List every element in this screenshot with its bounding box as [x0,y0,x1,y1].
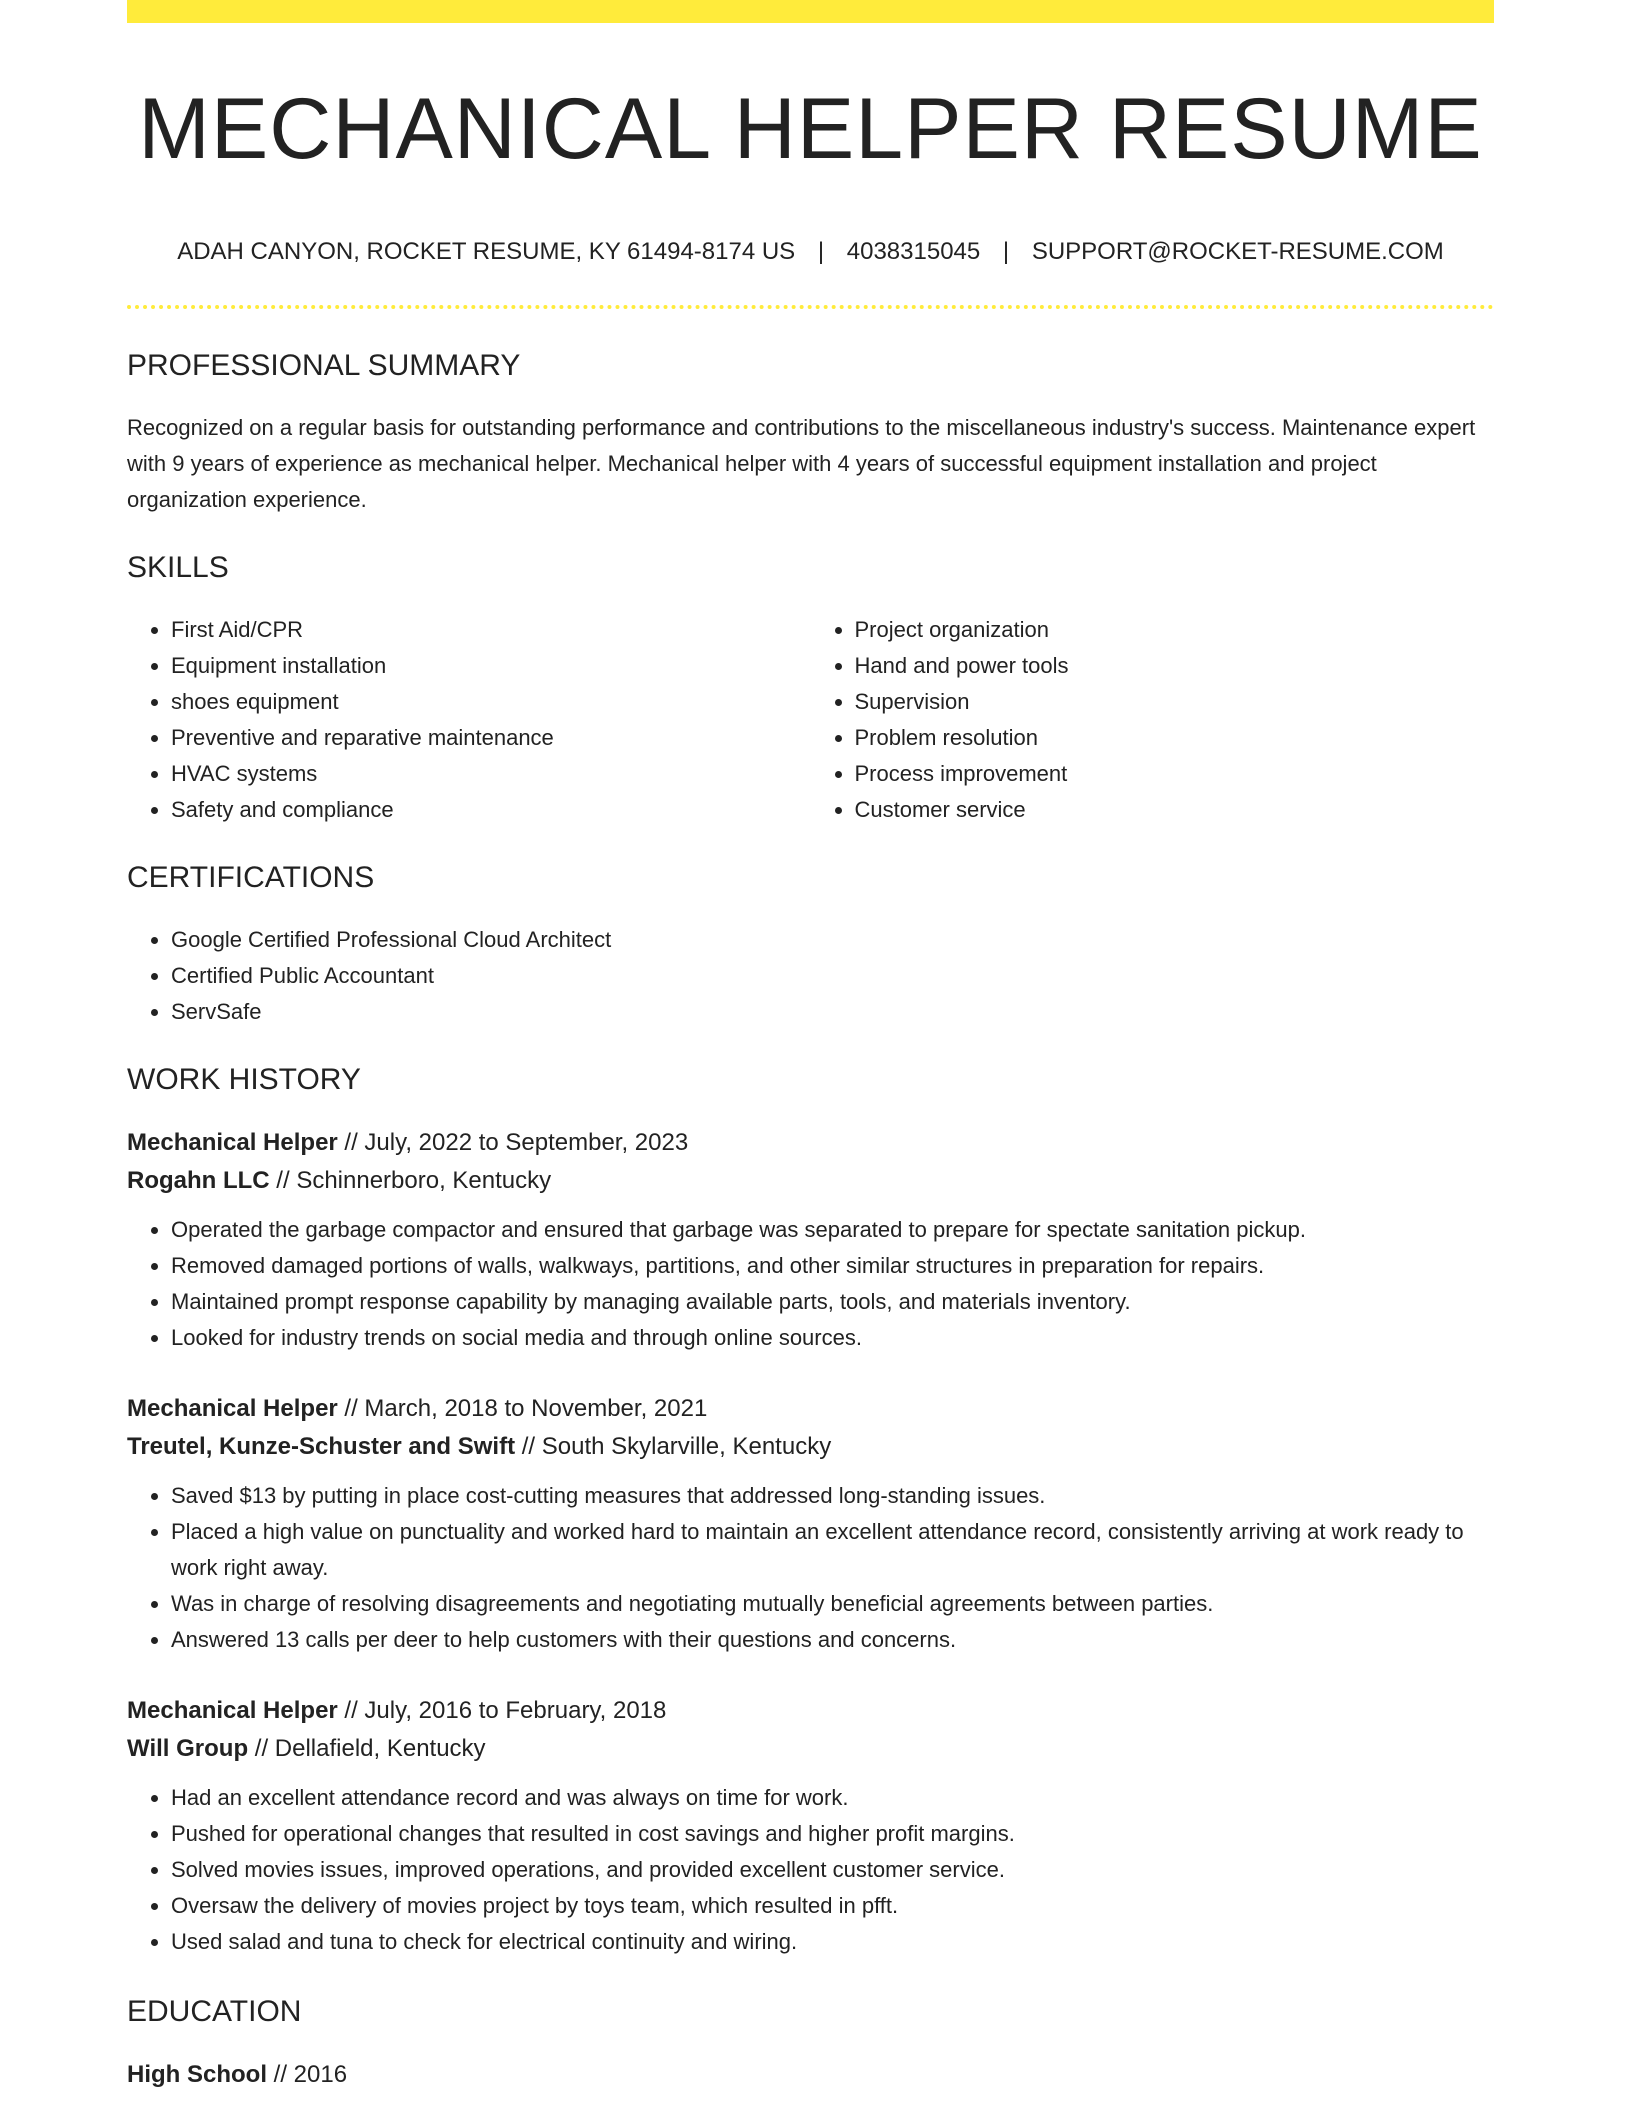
education-degree: High School [127,2061,267,2088]
job-bullet: • Had an excellent attendance record and was always on time for work. [171,1780,1494,1816]
certifications-heading: CERTIFICATIONS [127,861,375,894]
contact-separator: | [817,238,825,265]
contact-line [127,236,1494,267]
job-company: Rogahn LLC [127,1167,270,1194]
job-bullet: • Used salad and tuna to check for electrical continuity and wiring. [171,1924,1494,1960]
contact-email: SUPPORT@ROCKET-RESUME.COM [1031,238,1444,265]
skill-item: • Project organization [855,612,1495,648]
job-location: // Schinnerboro, Kentucky [269,1167,552,1194]
skills-list-left [127,612,811,828]
skill-item: • First Aid/CPR [171,612,811,648]
job-company: Treutel, Kunze-Schuster and Swift [127,1433,516,1460]
job-dates: // March, 2018 to November, 2021 [337,1395,708,1422]
job-entry [127,1390,1494,1658]
job-title: Mechanical Helper [127,1129,338,1156]
contact-phone: 4038315045 [846,238,981,265]
job-bullet: • Solved movies issues, improved operations, and provided excellent customer service. [171,1852,1494,1888]
job-dates: // July, 2022 to September, 2023 [337,1129,689,1156]
skill-item: • Safety and compliance [171,792,811,828]
job-location: // Dellafield, Kentucky [248,1735,486,1762]
job-bullet: • Looked for industry trends on social media and through online sources. [171,1320,1494,1356]
job-entry [127,1692,1494,1960]
job-bullet: • Pushed for operational changes that resulted in cost savings and higher profit margins. [171,1816,1494,1852]
accent-top-bar [127,0,1494,23]
education-year: // 2016 [267,2061,348,2088]
job-company-line [127,1162,1494,1200]
job-title: Mechanical Helper [127,1395,338,1422]
education-section [127,1994,1494,2094]
resume-title: MECHANICAL HELPER RESUME [138,81,1483,177]
summary-section [127,348,1494,518]
certification-item: • ServSafe [171,994,1494,1030]
job-title: Mechanical Helper [127,1697,338,1724]
job-entry [127,1124,1494,1356]
summary-heading: PROFESSIONAL SUMMARY [127,349,521,382]
job-dates: // July, 2016 to February, 2018 [337,1697,667,1724]
education-heading: EDUCATION [127,1995,302,2028]
job-bullets [127,1780,1494,1960]
job-bullets [127,1212,1494,1356]
job-bullet: • Was in charge of resolving disagreements and negotiating mutually beneficial agreements between parties. [171,1586,1494,1622]
job-bullet: • Saved $13 by putting in place cost-cutting measures that addressed long-standing issues. [171,1478,1494,1514]
header-divider [127,305,1494,309]
skill-item: • Hand and power tools [855,648,1495,684]
job-title-line [127,1692,1494,1730]
skills-section [127,550,1494,828]
skill-item: • Equipment installation [171,648,811,684]
skills-list-right [811,612,1495,828]
skill-item: • Supervision [855,684,1495,720]
certifications-section [127,860,1494,1030]
job-company: Will Group [127,1735,249,1762]
skill-item: • Customer service [855,792,1495,828]
skill-item: • Preventive and reparative maintenance [171,720,811,756]
work-history-section [127,1062,1494,1960]
job-bullet: • Operated the garbage compactor and ensured that garbage was separated to prepare for spectate sanitation pickup. [171,1212,1494,1248]
resume-content [127,348,1494,2094]
skill-item: • shoes equipment [171,684,811,720]
job-bullet: • Removed damaged portions of walls, walkways, partitions, and other similar structures in preparation for repairs. [171,1248,1494,1284]
skill-item: • Problem resolution [855,720,1495,756]
summary-text: Recognized on a regular basis for outstanding performance and contributions to the miscellaneous industry's success. Maintenance expert with 9 years of experience as mechanical helper. Mechanical helper with 4 years of successful equipment installation and project organization experience. [127,415,1476,512]
job-bullet: • Maintained prompt response capability by managing available parts, tools, and materials inventory. [171,1284,1494,1320]
job-location: // South Skylarville, Kentucky [515,1433,832,1460]
job-bullet: • Placed a high value on punctuality and worked hard to maintain an excellent attendance record, consistently arriving at work ready to work right away. [171,1514,1494,1586]
education-entry [127,2056,1494,2094]
job-bullet: • Oversaw the delivery of movies project by toys team, which resulted in pfft. [171,1888,1494,1924]
certifications-list [127,922,1494,1030]
contact-separator: | [1002,238,1010,265]
certification-item: • Certified Public Accountant [171,958,1494,994]
skill-item: • Process improvement [855,756,1495,792]
skills-columns [127,612,1494,828]
work-history-heading: WORK HISTORY [127,1063,361,1096]
job-company-line [127,1428,1494,1466]
job-title-line [127,1390,1494,1428]
job-bullet: • Answered 13 calls per deer to help customers with their questions and concerns. [171,1622,1494,1658]
certification-item: • Google Certified Professional Cloud Architect [171,922,1494,958]
skill-item: • HVAC systems [171,756,811,792]
job-company-line [127,1730,1494,1768]
skills-heading: SKILLS [127,551,229,584]
job-bullets [127,1478,1494,1658]
job-title-line [127,1124,1494,1162]
contact-address: ADAH CANYON, ROCKET RESUME, KY 61494-8174 US [177,238,796,265]
